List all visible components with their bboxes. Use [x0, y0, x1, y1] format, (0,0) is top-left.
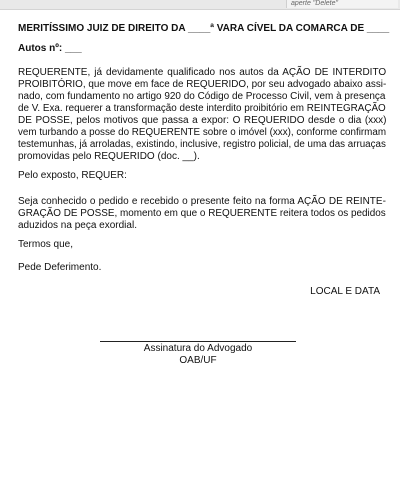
- signature-line: [100, 341, 296, 342]
- paragraph-requests-intro: Pelo exposto, REQUER:: [18, 170, 127, 181]
- place-and-date: LOCAL E DATA: [310, 286, 380, 297]
- paragraph-line: testemunhas, já arroladas, existindo, inclusive, registro policial, de uma das arruaças: [18, 139, 386, 150]
- case-number: Autos nº: ___: [18, 43, 82, 54]
- paragraph-line: promovidas pelo REQUERIDO (doc. __).: [18, 151, 200, 162]
- paragraph-line: vem turbando a posse do REQUERENTE sobre o imóvel (xxx), conforme confirmam: [18, 127, 387, 138]
- paragraph-request: [18, 67, 386, 163]
- top-toolbar: [0, 0, 400, 10]
- paragraph-line: aduzidos na peça exordial.: [18, 220, 137, 231]
- paragraph-line: PROIBITÓRIO, que move em face de REQUERIDO, por seu advogado abaixo assi-: [18, 79, 387, 90]
- paragraph-petition: [18, 196, 386, 232]
- closing-request: Pede Deferimento.: [18, 262, 102, 273]
- signature-registration: OAB/UF: [179, 355, 217, 366]
- delete-hint: aperte "Delete": [286, 0, 398, 8]
- paragraph-line: GRAÇÃO DE POSSE, momento em que o REQUERENTE reitera todos os pedidos: [18, 208, 386, 219]
- closing-terms: Termos que,: [18, 239, 74, 250]
- paragraph-line: DE POSSE, pelos motivos que passa a expor: O REQUERIDO desde o dia (xxx): [18, 115, 387, 126]
- signature-name: Assinatura do Advogado: [143, 343, 253, 354]
- document-heading: MERITÍSSIMO JUIZ DE DIREITO DA ____ª VARA CÍVEL DA COMARCA DE ____: [18, 23, 390, 34]
- paragraph-line: nado, com fundamento no artigo 920 do Código de Processo Civil, vem à presença: [18, 91, 386, 102]
- paragraph-line: de V. Exa. requerer a transformação deste interdito proibitório em REINTEGRAÇÃO: [18, 103, 386, 114]
- paragraph-line: REQUERENTE, já devidamente qualificado nos autos da AÇÃO DE INTERDITO: [18, 67, 387, 78]
- paragraph-line: Seja conhecido o pedido e recebido o presente feito na forma AÇÃO DE REINTE-: [18, 196, 386, 207]
